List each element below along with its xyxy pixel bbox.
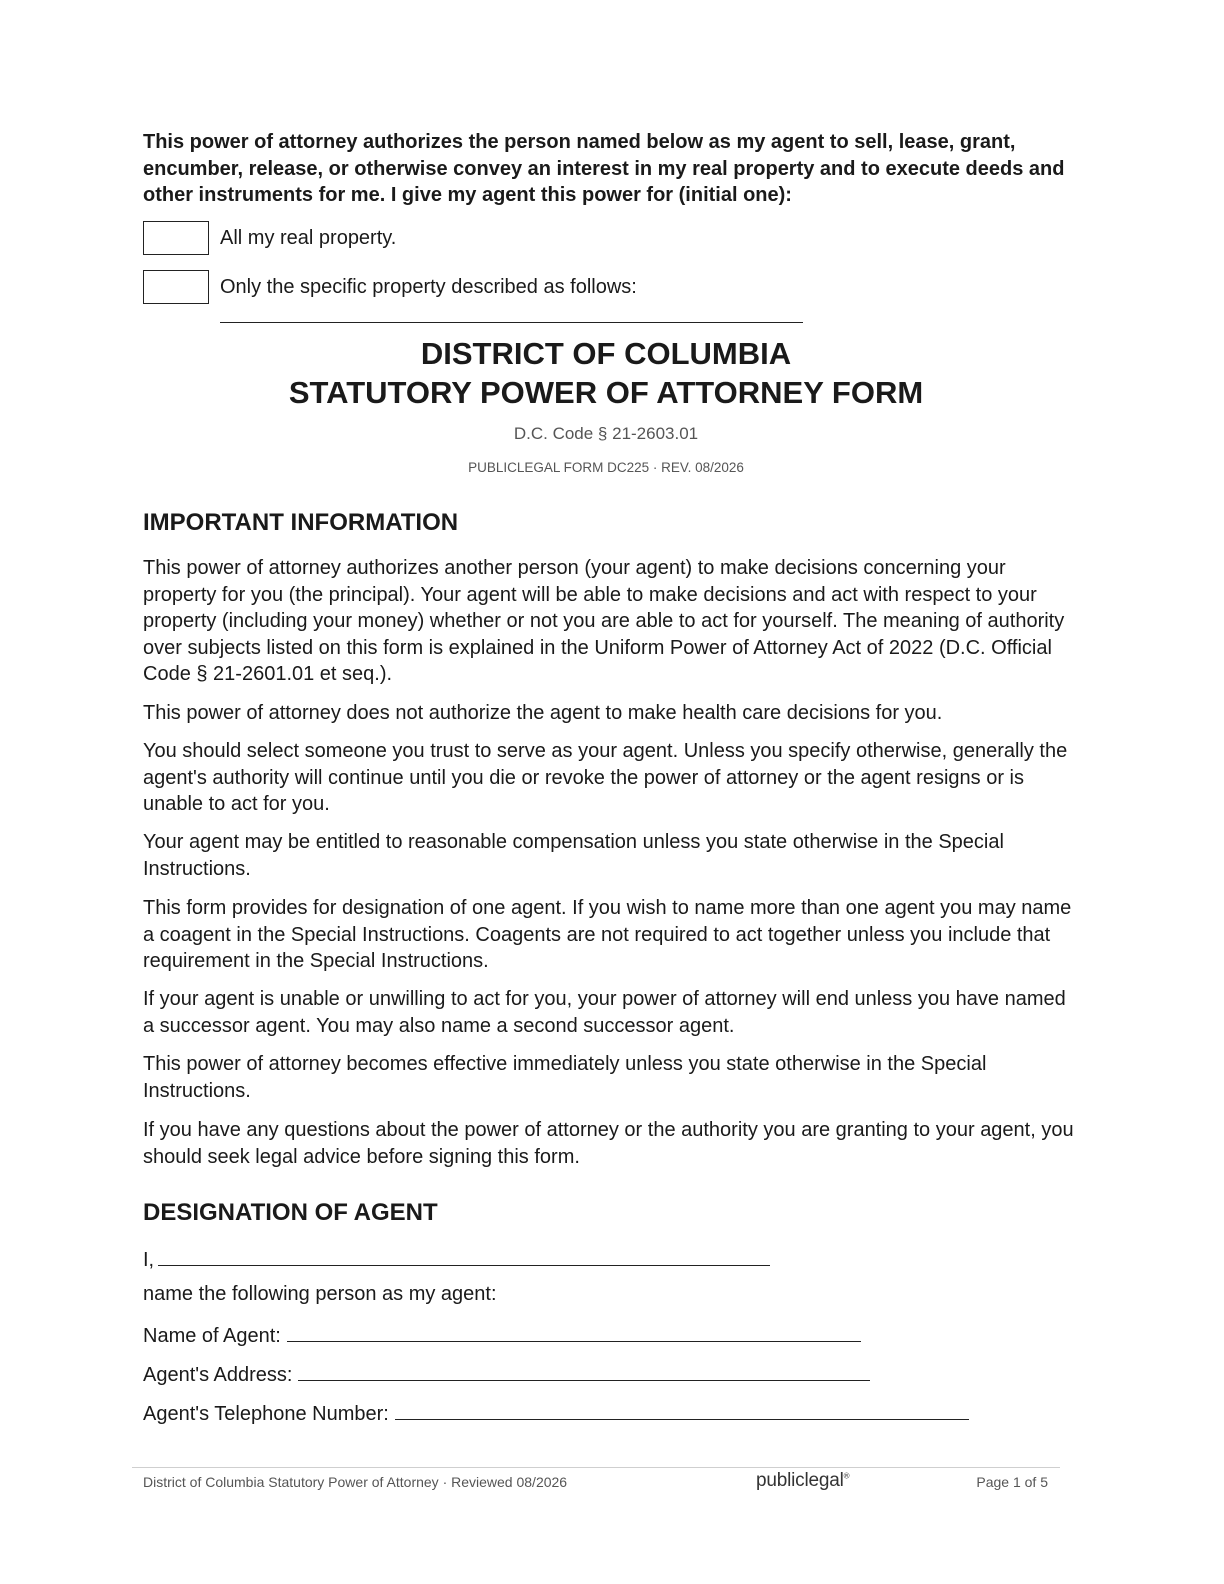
footer-divider	[132, 1467, 1060, 1468]
initial-box-specific-property[interactable]	[143, 270, 209, 304]
statute-citation: D.C. Code § 21-2603.01	[513, 424, 699, 443]
form-id: PUBLICLEGAL FORM DC225 · REV. 08/2026	[468, 460, 744, 475]
option-label: All my real property.	[220, 226, 397, 249]
info-paragraph: This power of attorney becomes effective immediately unless you state otherwise in the Special Instructions.	[143, 1053, 987, 1102]
form-title-line1: DISTRICT OF COLUMBIA	[420, 336, 792, 371]
agent-name-field[interactable]	[287, 1321, 861, 1342]
designation-heading: DESIGNATION OF AGENT	[143, 1199, 438, 1226]
initial-box-all-property[interactable]	[143, 221, 209, 255]
info-paragraph: If your agent is unable or unwilling to act for you, your power of attorney will end unless you have named a successor agent. You may also name a second successor agent.	[143, 988, 1066, 1037]
info-paragraph: You should select someone you trust to serve as your agent. Unless you specify otherwise, generally the agent's authority will continue until you die or revoke the power of attorney or the agent resigns or is unable to act for you.	[143, 740, 1068, 815]
info-paragraph: Your agent may be entitled to reasonable compensation unless you state otherwise in the Special Instructions.	[143, 831, 1004, 880]
specific-property-field[interactable]	[220, 322, 803, 323]
agent-statement	[143, 1283, 497, 1306]
info-paragraph: This power of attorney does not authorize the agent to make health care decisions for you.	[143, 702, 943, 724]
grant-intro-text: This power of attorney authorizes the person named below as my agent to sell, lease, grant, encumber, release, or otherwise convey an interest in my real property and to execute deeds and other instruments for me. I give my agent this power for (initial one):	[143, 131, 1065, 206]
option-specific-property	[143, 268, 637, 306]
logo-text: publiclegal	[756, 1470, 844, 1491]
info-paragraph: This form provides for designation of one agent. If you wish to name more than one agent you may name a coagent in the Special Instructions. Coagents are not required to act together unless you include that requirement in the Special Instructions.	[143, 897, 1072, 972]
important-heading: IMPORTANT INFORMATION	[143, 509, 459, 536]
field-label: Agent's Telephone Number:	[143, 1403, 389, 1425]
principal-name-row	[143, 1245, 770, 1272]
option-all-property	[143, 219, 396, 257]
agent-phone-row	[143, 1399, 969, 1426]
footer-title: District of Columbia Statutory Power of Attorney · Reviewed 08/2026	[143, 1474, 568, 1490]
agent-statement-text: name the following person as my agent:	[143, 1283, 497, 1305]
info-paragraph: If you have any questions about the power of attorney or the authority you are granting to your agent, you should seek legal advice before signing this form.	[143, 1119, 1074, 1168]
agent-address-field[interactable]	[298, 1360, 870, 1381]
option-label: Only the specific property described as follows:	[220, 275, 637, 298]
field-label: Agent's Address:	[143, 1364, 293, 1386]
principal-name-field[interactable]	[158, 1245, 770, 1266]
form-title-line2: STATUTORY POWER OF ATTORNEY FORM	[288, 375, 924, 410]
logo-registered-mark: ®	[843, 1471, 850, 1481]
field-label: Name of Agent:	[143, 1325, 281, 1347]
agent-name-row	[143, 1321, 861, 1348]
agent-phone-field[interactable]	[395, 1399, 969, 1420]
publiclegal-logo	[756, 1470, 849, 1492]
agent-address-row	[143, 1360, 870, 1387]
info-paragraph: This power of attorney authorizes another person (your agent) to make decisions concerning your property for you (the principal). Your agent will be able to make decisions and act with respect to your property (including your money) whether or not you are able to act for yourself. The meaning of authority over subjects listed on this form is explained in the Uniform Power of Attorney Act of 2022 (D.C. Official Code § 21-2601.01 et seq.).	[143, 557, 1065, 685]
page-number: Page 1 of 5	[976, 1474, 1048, 1490]
principal-prefix: I,	[143, 1249, 155, 1271]
